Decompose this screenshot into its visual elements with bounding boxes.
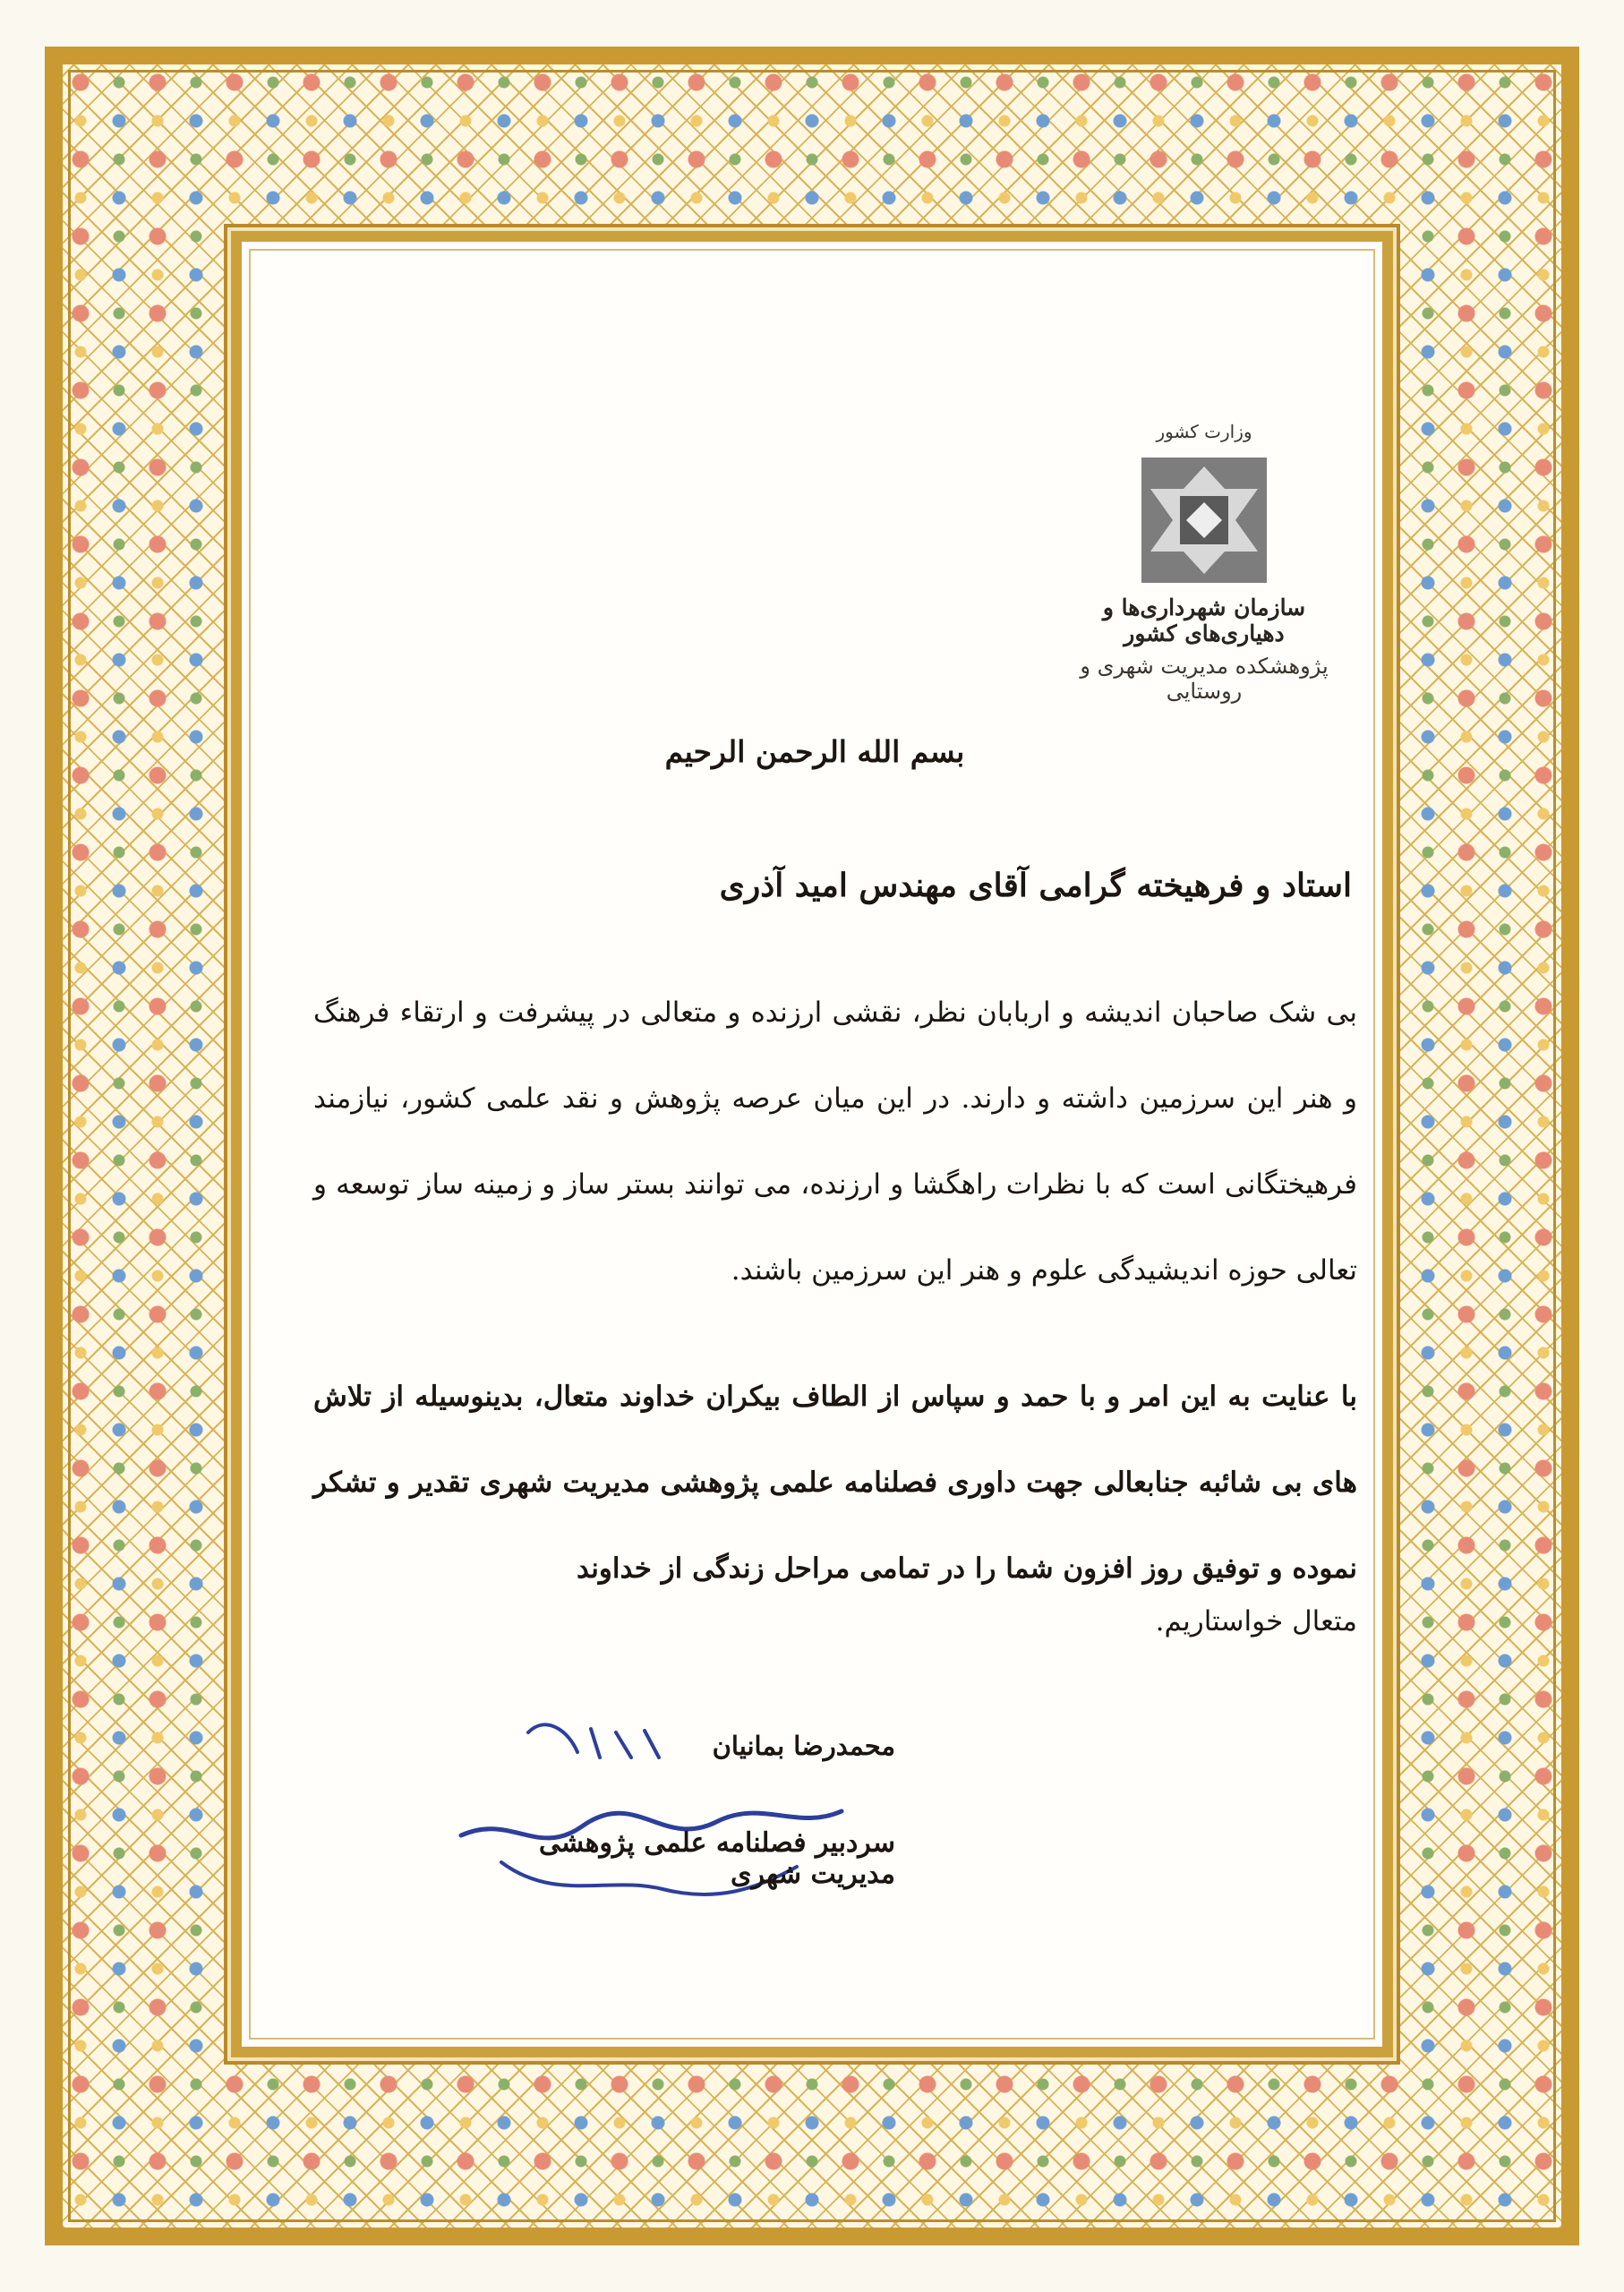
organization-emblem-icon (1137, 453, 1271, 587)
ministry-name: وزارت کشور (1156, 421, 1252, 442)
closing-line: متعال خواستاریم. (1155, 1605, 1357, 1638)
signer-name: محمدرضا بمانیان (712, 1731, 895, 1761)
department-name: پژوهشکده مدیریت شهری و روستایی (1080, 654, 1329, 704)
addressee-line: استاد و فرهیخته گرامی آقای مهندس امید آذری (719, 867, 1352, 904)
body-paragraph-1: بی شک صاحبان اندیشه و اربابان نظر، نقشی ارزنده و متعالی در پیشرفت و ارتقاء فرهنگ و هنر این سرزمین داشته و دارند. در این میان عرصه پژوهش و نقد علمی کشور، نیازمند فرهیختگانی است که با نظرات راهگشا و ارزنده، می توانند بستر ساز و زمینه ساز توسعه و تعالی حوزه اندیشیدگی علوم و هنر این سرزمین باشند. (313, 996, 1357, 1287)
signature-block (448, 1706, 895, 1920)
signer-title: سردبیر فصلنامه علمی پژوهشی مدیریت شهری (538, 1827, 895, 1890)
bismillah-heading: بسم الله الرحمن الرحیم (664, 734, 965, 769)
body-paragraph-2: با عنایت به این امر و با حمد و سپاس از الطاف بیکران خداوند متعال، بدینوسیله از تلاش های بی شائبه جنابعالی جهت داوری فصلنامه علمی پژوهشی مدیریت شهری تقدیر و تشکر نموده و توفیق روز افزون شما را در تمامی مراحل زندگی از خداوند (313, 1381, 1357, 1585)
letterhead (1052, 421, 1356, 704)
organization-name: سازمان شهرداری‌ها و دهیاری‌های کشور (1102, 594, 1306, 646)
